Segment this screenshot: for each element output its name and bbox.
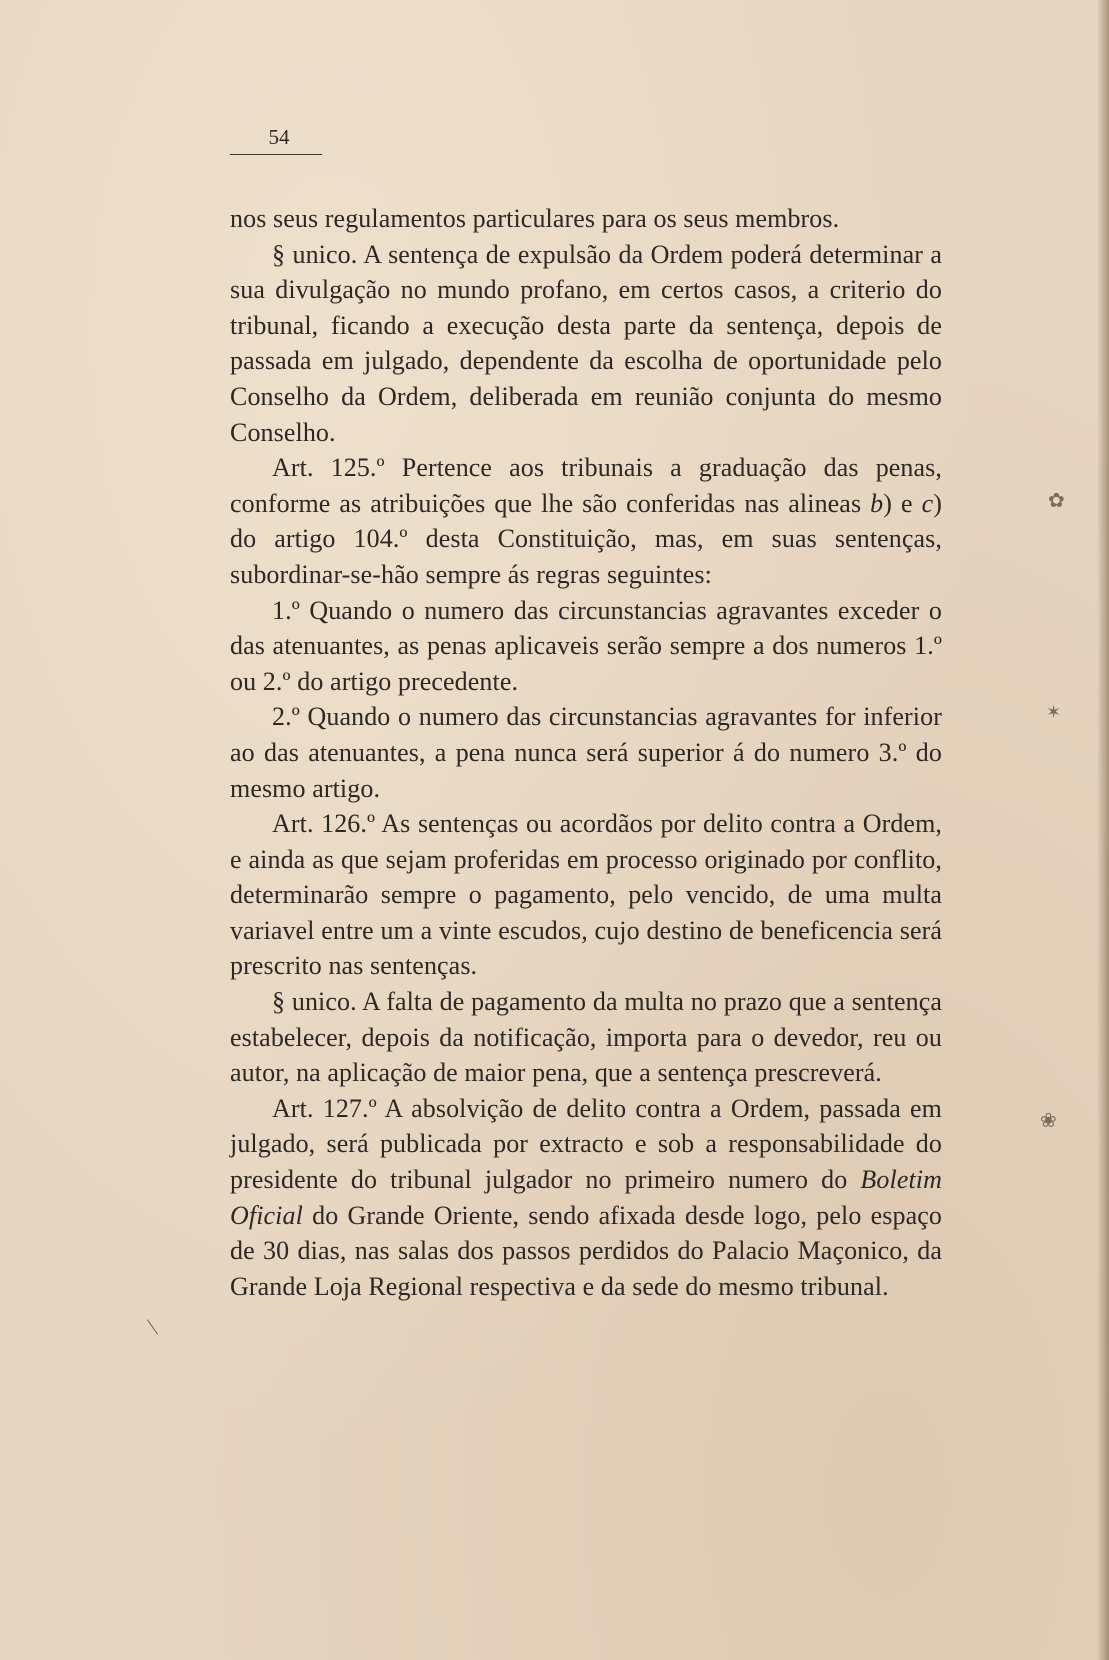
paragraph-art-125: [230, 450, 942, 592]
paragraph-continuation: nos seus regulamentos particulares para os seus membros.: [230, 204, 840, 233]
paragraph-art-126: Art. 126.º As sentenças ou acordãos por delito contra a Ordem, e ainda as que sejam proferidas em processo originado por conflito, determinarão sempre o pagamento, pelo vencido, de uma multa variavel entre um a vinte escudos, cujo destino de beneficencia será prescrito nas sentenças.: [230, 809, 942, 981]
art125-alinea-c: c: [921, 488, 934, 518]
paragraph-unico-expulsao: § unico. A sentença de expulsão da Ordem poderá determinar a sua divulgação no mundo profano, em certos casos, a criterio do tribunal, ficando a execução desta parte da sentença, depois de passada em julgado, dependente da escolha de oportunidade pelo Conselho da Ordem, deliberada em reunião conjunta do mesmo Conselho.: [230, 239, 942, 447]
art125-text-middle: ) e: [883, 488, 922, 518]
paragraph-art-127: [230, 1091, 942, 1305]
margin-pencil-mark: [147, 1319, 158, 1334]
paragraph-unico-multa: § unico. A falta de pagamento da multa no prazo que a sentença estabelecer, depois da notificação, importa para o devedor, reu ou autor, na aplicação de maior pena, que a sentença prescreverá.: [230, 987, 942, 1088]
page-number: 54: [268, 125, 290, 149]
page-header: [230, 124, 322, 155]
boletim-oficial-title: Boletim Oficial: [230, 1165, 942, 1230]
paragraph-rule-1: 1.º Quando o numero das circunstancias agravantes exceder o das atenuantes, as penas aplicaveis serão sempre a dos numeros 1.º ou 2.º do artigo precedente.: [230, 595, 942, 696]
page-edge-shadow: [1097, 0, 1109, 1660]
paper-blemish: ❀: [1040, 1110, 1057, 1132]
art125-text-end: ) do artigo 104.º desta Constituição, mas, em suas sentenças, subordinar-se-hão sempre ás regras seguintes:: [230, 488, 942, 589]
paper-blemish: ✿: [1048, 490, 1065, 512]
paragraph-rule-2: 2.º Quando o numero das circunstancias agravantes for inferior ao das atenuantes, a pena nunca será superior á do numero 3.º do mesmo artigo.: [230, 702, 942, 803]
art125-alinea-b: b: [870, 488, 884, 518]
art127-text-end: do Grande Oriente, sendo afixada desde logo, pelo espaço de 30 dias, nas salas dos passos perdidos do Palacio Maçonico, da Grande Loja Regional respectiva e da sede do mesmo tribunal.: [230, 1200, 942, 1301]
paper-blemish: ✶: [1046, 702, 1062, 722]
art127-text-start: Art. 127.º A absolvição de delito contra a Ordem, passada em julgado, será publicada por extracto e sob a responsabilidade do presidente do tribunal julgador no primeiro numero do: [230, 1093, 942, 1195]
header-rule: [230, 154, 322, 155]
body-text: [230, 201, 942, 1304]
art125-text-start: Art. 125.º Pertence aos tribunais a graduação das penas, conforme as atribuições que lhe são conferidas nas alineas: [230, 453, 942, 518]
